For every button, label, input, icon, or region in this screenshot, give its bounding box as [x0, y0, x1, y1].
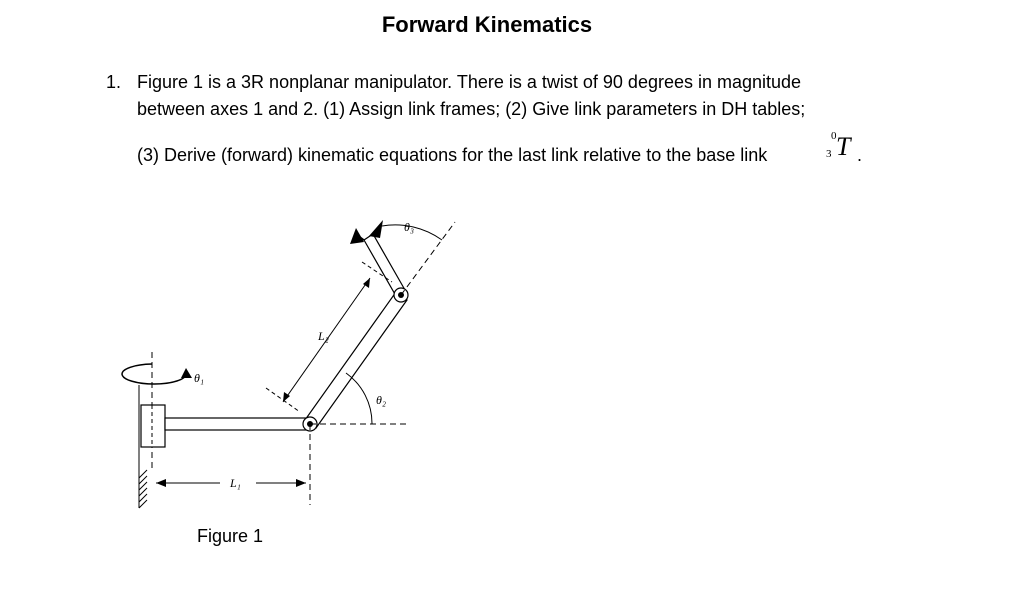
rotation-arrow-icon: [122, 364, 186, 384]
question-text-line-3: (3) Derive (forward) kinematic equations for the last link relative to the base link: [137, 145, 768, 165]
link-3-bar: [364, 234, 405, 296]
figure-caption: Figure 1: [197, 526, 264, 546]
transform-subscript: 3: [826, 148, 832, 160]
base-joint-block: [141, 405, 165, 447]
transform-letter: T: [836, 132, 851, 161]
link-2-bar: [305, 292, 407, 428]
label-L1: L₁: [230, 476, 241, 490]
question-number: 1.: [106, 72, 122, 92]
question-text-line-2: between axes 1 and 2. (1) Assign link frames; (2) Give link parameters in DH tables;: [137, 99, 806, 119]
rotation-arrowhead-icon: [181, 368, 192, 378]
label-theta1: θ₁: [194, 371, 205, 385]
label-L2: L₂: [318, 329, 329, 343]
manipulator-figure: [100, 200, 480, 520]
page-title: Forward Kinematics: [381, 12, 593, 37]
label-theta2: θ₂: [376, 393, 387, 407]
link-1-bar: [165, 418, 311, 430]
end-effector-arrow-left-icon: [350, 228, 364, 244]
label-theta3: θ₃: [404, 220, 415, 234]
end-effector-arrow-right-icon: [369, 220, 383, 238]
question-text-line-1: Figure 1 is a 3R nonplanar manipulator. There is a twist of 90 degrees in magnitude: [137, 72, 802, 92]
transform-superscript: 0: [831, 130, 837, 142]
terminal-period: .: [857, 145, 863, 165]
